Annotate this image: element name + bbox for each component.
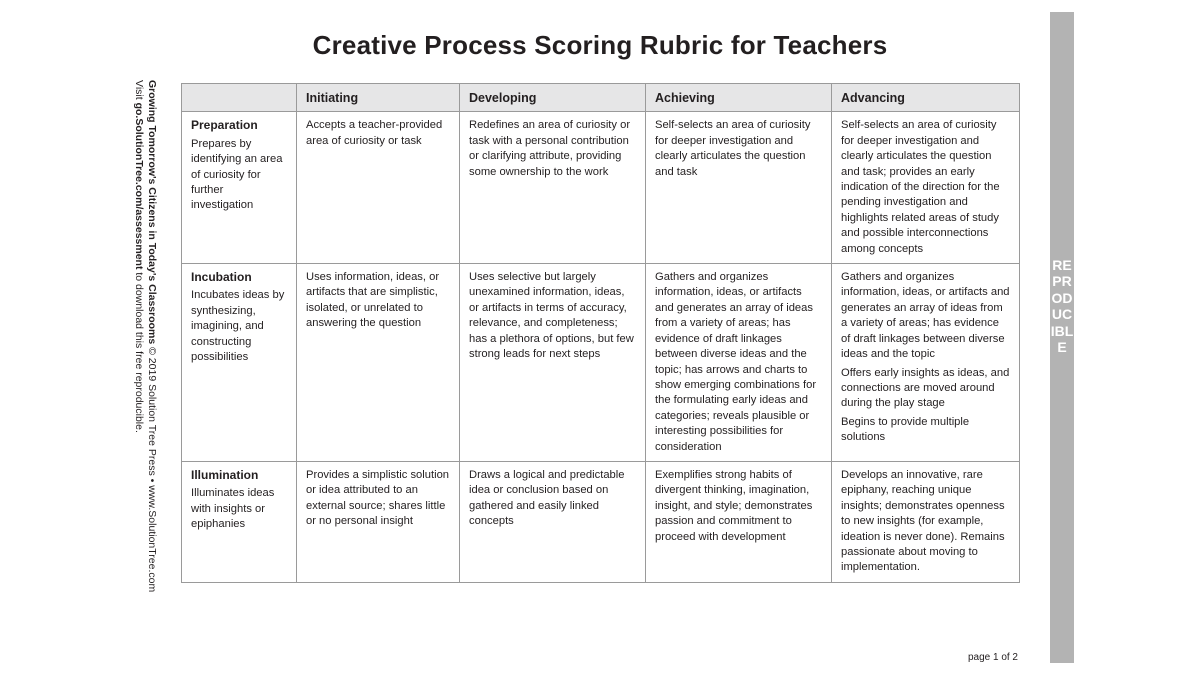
side-credit [133, 80, 158, 600]
stage-title: Preparation [191, 118, 258, 133]
table-cell [832, 264, 1020, 462]
table-row-illumination [182, 461, 1020, 582]
table-cell [297, 461, 460, 582]
header-achieving: Achieving [646, 84, 832, 112]
cell-text: Gathers and organizes information, ideas, or artifacts and generates an array of ideas from a variety of areas; has evidence of draft linkages between diverse ideas and the topic [841, 271, 1010, 361]
row-header-cell [182, 112, 297, 264]
cell-text: Uses selective but largely unexamined information, ideas, or artifacts in terms of accuracy, relevance, and completeness; has a plethora of options, but few strong leads for next steps [469, 271, 634, 361]
cell-text: Uses information, ideas, or artifacts that are simplistic, isolated, or unrelated to answering the question [306, 271, 440, 330]
stage-description: Illuminates ideas with insights or epiphanies [191, 487, 275, 531]
stage-title: Incubation [191, 270, 252, 285]
header-developing: Developing [460, 84, 646, 112]
cell-text: Self-selects an area of curiosity for deeper investigation and clearly articulates the question and task [655, 119, 811, 178]
table-row-preparation [182, 112, 1020, 264]
visit-suffix: to download this free reproducible. [133, 269, 145, 433]
copyright-text: © 2019 Solution Tree Press • www.SolutionTree.com [146, 344, 158, 593]
header-initiating: Initiating [297, 84, 460, 112]
stage-title: Illumination [191, 467, 259, 482]
table-row-incubation [182, 264, 1020, 462]
visit-prefix: Visit [133, 80, 145, 103]
side-credit-text [133, 80, 158, 600]
cell-text: Redefines an area of curiosity or task with a personal contribution or clarifying attribute, providing some ownership to the work [469, 119, 631, 178]
cell-text: Develops an innovative, rare epiphany, reaching unique insights; demonstrates openness to new insights (for example, ideation is never done). Remains passionate about moving to implementation. [841, 468, 1005, 574]
row-header-cell [182, 461, 297, 582]
table-cell [832, 112, 1020, 264]
cell-text: Provides a simplistic solution or idea attributed to an external source; shares little or no personal insight [306, 468, 450, 528]
cell-text: Offers early insights as ideas, and connections are moved around during the play stage [841, 366, 1010, 410]
stage-description: Prepares by identifying an area of curiosity for further investigation [191, 137, 283, 212]
page-title: Creative Process Scoring Rubric for Teachers [312, 30, 888, 60]
table-cell [297, 112, 460, 264]
cell-text: Draws a logical and predictable idea or conclusion based on gathered and easily linked concepts [469, 468, 625, 528]
rubric-table [181, 83, 1020, 583]
table-cell [646, 112, 832, 264]
credit-line-1 [145, 80, 158, 600]
page-number: page 1 of 2 [967, 652, 1018, 663]
header-empty [182, 84, 297, 112]
table-cell [297, 264, 460, 462]
row-header-cell [182, 264, 297, 462]
header-row [182, 84, 1020, 112]
cell-text: Gathers and organizes information, ideas, or artifacts and generates an array of ideas from a variety of areas; has evidence of draft linkages between diverse ideas and the topic; has arrows and charts to show emerging combinations for the formulating early ideas and categories; reveals plausible or interesting possibilities for consideration [655, 271, 817, 453]
header-advancing: Advancing [832, 84, 1020, 112]
cell-text: Exemplifies strong habits of divergent thinking, imagination, insight, and style; demonstrates passion and commitment to proceed with development [655, 468, 813, 543]
table-cell [646, 461, 832, 582]
cell-text: Self-selects an area of curiosity for deeper investigation and clearly articulates the question and task; provides an early indication of the direction for the pending investigation and highlights related areas of study and possible interconnections among concepts [841, 119, 1000, 255]
table-cell [646, 264, 832, 462]
reproducible-side-bar [1050, 12, 1074, 663]
table-cell [832, 461, 1020, 582]
table-cell [460, 461, 646, 582]
table-cell [460, 112, 646, 264]
visit-url-link[interactable]: go.SolutionTree.com/assessment [133, 102, 145, 270]
cell-text: Begins to provide multiple solutions [841, 415, 970, 444]
credit-line-2 [132, 80, 145, 600]
reproducible-label: REPRODUCIBLE [1050, 257, 1074, 356]
cell-text: Accepts a teacher-provided area of curiosity or task [306, 119, 443, 147]
book-title: Growing Tomorrow's Citizens in Today's Classrooms [146, 80, 158, 345]
stage-description: Incubates ideas by synthesizing, imagining, and constructing possibilities [191, 289, 285, 364]
table-cell [460, 264, 646, 462]
